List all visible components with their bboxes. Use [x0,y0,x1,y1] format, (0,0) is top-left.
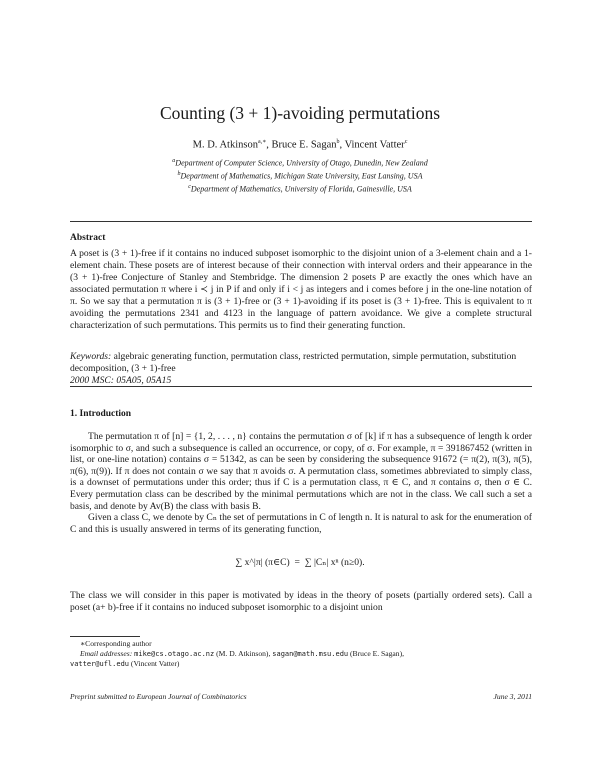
formula-lhs: ∑ x^|π| (π∈C) [235,557,290,568]
top-divider [70,221,532,222]
author-affil-mark: a,∗ [257,139,267,145]
author-affil-mark: b [336,139,340,145]
affiliation: $^b$Department of Mathematics, Michigan State University, East Lansing, USA [177,171,423,181]
corresponding-author-note: ∗Corresponding author [80,639,152,648]
email-address[interactable]: sagan@math.msu.edu [272,650,349,658]
abstract-text: A poset is (3 + 1)-free if it contains no induced subposet isomorphic to the disjoint union of a 3-element chain and a 1-element chain. These posets are of interest because of their connection with interval orders and their appearance in the (3 + 1)-free Conjecture of Stanley and Stembridge. The dimension 2 posets P are exactly the ones which have an associated permutation π where i ≺ j in P if and only if i < j as integers and i comes before j in the one-line notation of π. So we say that a permutation π is (3 + 1)-free or (3 + 1)-avoiding if its poset is (3 + 1)-free. This is equivalent to π avoiding the permutations 2341 and 4123 in the language of pattern avoidance. We give a complete structural characterization of such permutations. This permits us to find their generating function. [70,248,532,331]
affiliation: $^c$Department of Mathematics, University of Florida, Gainesville, USA [188,184,412,194]
abstract-divider [70,386,532,387]
email-address[interactable]: vatter@ufl.edu [70,660,130,668]
msc-codes: 2000 MSC: 05A05, 05A15 [70,375,172,386]
footnote-divider [70,636,140,637]
intro-body-continued [70,590,532,613]
page-footer [70,692,532,701]
email-label: Email addresses: [80,649,133,658]
footer-journal: Preprint submitted to European Journal of Combinatorics [70,692,247,701]
keywords-block [70,351,532,387]
paragraph: The class we will consider in this paper is motivated by ideas in the theory of posets (partially ordered sets). Call a poset (a+ b)-free if it contains no induced subposet isomorphic to a disjoint union [70,590,532,613]
affiliation-list [0,156,600,195]
author-name: Bruce E. Sagan [271,139,337,151]
author-list: M. D. Atkinson$^{a,∗}$, Bruce E. Sagan$^b$, Vincent Vatter$^c$ [192,139,408,151]
footnote: ∗Corresponding author Email addresses: mike@cs.otago.ac.nz (M. D. Atkinson), sagan@math.msu.edu (Bruce E. Sagan), vatter@ufl.edu (Vincent Vatter) [70,639,532,669]
author-affil-mark: c [404,139,408,145]
author-name: M. D. Atkinson [192,139,258,151]
section-heading: 1. Introduction [70,409,132,419]
paragraph: Given a class C, we denote by Cₙ the set of permutations in C of length n. It is natural to ask for the enumeration of C and this is usually answered in terms of its generating function, [70,512,532,535]
author-name: Vincent Vatter [344,139,405,151]
keywords-label: Keywords: [70,351,112,362]
affiliation: $^a$Department of Computer Science, University of Otago, Dunedin, New Zealand [172,158,428,168]
paper-title: Counting (3 + 1)-avoiding permutations [159,103,441,123]
keywords-text: algebraic generating function, permutation class, restricted permutation, simple permutation, substitution decomposition, (3 + 1)-free [70,351,517,374]
paragraph: The permutation π of [n] = {1, 2, . . . , n} contains the permutation σ of [k] if π has a subsequence of length k order isomorphic to σ, and such a subsequence is called an occurrence, or copy, of σ. For example, π = 391867452 (written in list, or one-line notation) contains σ = 51342, as can be seen by considering the subsequence 91672 (= π(2), π(3), π(5), π(6), π(9)). If π does not contain σ we say that π avoids σ. A permutation class, sometimes abbreviated to simply class, is a downset of permutations under this order; thus if C is a permutation class, π ∈ C, and π contains σ, then σ ∈ C. Every permutation class can be described by the minimal permutations which are not in the class. We call such a set a basis, and denote by Av(B) the class with basis B. [70,431,532,512]
abstract-heading: Abstract [70,233,106,243]
email-address[interactable]: mike@cs.otago.ac.nz [134,650,215,658]
generating-function-formula: ∑ x^|π| (π∈C) = ∑ |Cₙ| xⁿ (n≥0). [235,557,365,568]
formula-rhs: ∑ |Cₙ| xⁿ (n≥0) [304,557,363,568]
intro-body [70,431,532,535]
footer-date: June 3, 2011 [493,692,532,701]
